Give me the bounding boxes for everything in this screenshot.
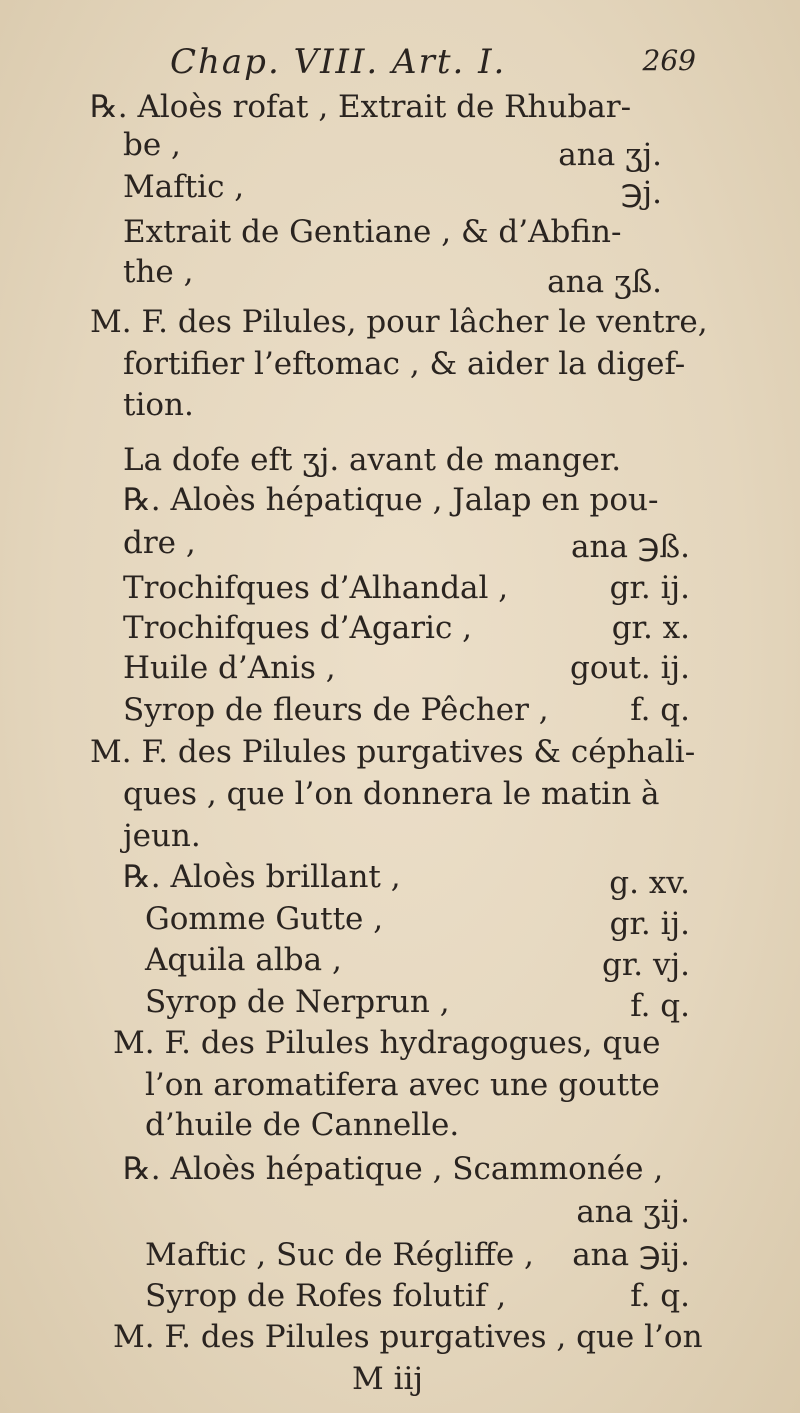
recipe-dose: ana ʒij. <box>576 1194 690 1230</box>
recipe-line: Trochifques d’Alhandal , <box>123 570 509 606</box>
recipe-dose: ana ℈ij. <box>572 1237 690 1273</box>
running-title: Chap. VIII. Art. I. <box>170 42 507 82</box>
recipe-line: dre , <box>123 525 196 561</box>
recipe-line: jeun. <box>123 818 201 854</box>
recipe-dose: ana ʒß. <box>547 264 662 300</box>
recipe-line: Syrop de Rofes folutif , <box>145 1278 507 1314</box>
recipe-dose: gr. ij. <box>609 906 690 942</box>
recipe-line: M. F. des Pilules purgatives & céphali- <box>90 734 696 770</box>
recipe-line: the , <box>123 254 194 290</box>
recipe-dose: gr. x. <box>611 610 690 646</box>
recipe-line: ℞. Aloès brillant , <box>123 859 401 895</box>
recipe-line: d’huile de Cannelle. <box>145 1107 460 1143</box>
recipe-line: Syrop de fleurs de Pêcher , <box>123 692 549 728</box>
recipe-line: La dofe eft ʒj. avant de manger. <box>123 442 622 478</box>
recipe-line: ℞. Aloès hépatique , Scammonée , <box>123 1151 664 1187</box>
recipe-line: be , <box>123 127 181 163</box>
recipe-dose: ℈j. <box>620 175 662 211</box>
recipe-dose: f. q. <box>630 692 690 728</box>
signature-mark: M iij <box>352 1361 424 1397</box>
recipe-line: Huile d’Anis , <box>123 650 336 686</box>
recipe-line: fortifier l’eftomac , & aider la digef- <box>123 346 686 382</box>
recipe-dose: g. xv. <box>609 865 690 901</box>
recipe-dose: ana ʒj. <box>558 137 662 173</box>
recipe-line: Syrop de Nerprun , <box>145 984 450 1020</box>
recipe-line: ℞. Aloès hépatique , Jalap en pou- <box>123 482 659 518</box>
recipe-line: Maftic , <box>123 169 245 205</box>
recipe-dose: f. q. <box>630 988 690 1024</box>
recipe-dose: gout. ij. <box>569 650 690 686</box>
page-number: 269 <box>642 44 696 77</box>
recipe-dose: f. q. <box>630 1278 690 1314</box>
recipe-line: M. F. des Pilules purgatives , que l’on <box>113 1319 703 1355</box>
recipe-line: M. F. des Pilules, pour lâcher le ventre, <box>90 304 708 340</box>
recipe-dose: gr. ij. <box>609 570 690 606</box>
recipe-line: tion. <box>123 387 194 423</box>
running-header <box>170 42 696 82</box>
recipe-line: l’on aromatifera avec une goutte <box>145 1067 660 1103</box>
recipe-line: ℞. Aloès rofat , Extrait de Rhubar- <box>90 89 632 125</box>
recipe-line: ques , que l’on donnera le matin à <box>123 776 660 812</box>
recipe-line: Aquila alba , <box>145 942 342 978</box>
recipe-dose: ana ℈ß. <box>571 529 690 565</box>
recipe-line: Maftic , Suc de Régliffe , <box>145 1237 534 1273</box>
recipe-dose: gr. vj. <box>602 947 690 983</box>
recipe-line: M. F. des Pilules hydragogues, que <box>113 1025 661 1061</box>
recipe-line: Extrait de Gentiane , & d’Abfin- <box>123 214 622 250</box>
recipe-line: Gomme Gutte , <box>145 901 384 937</box>
recipe-line: Trochifques d’Agaric , <box>123 610 473 646</box>
